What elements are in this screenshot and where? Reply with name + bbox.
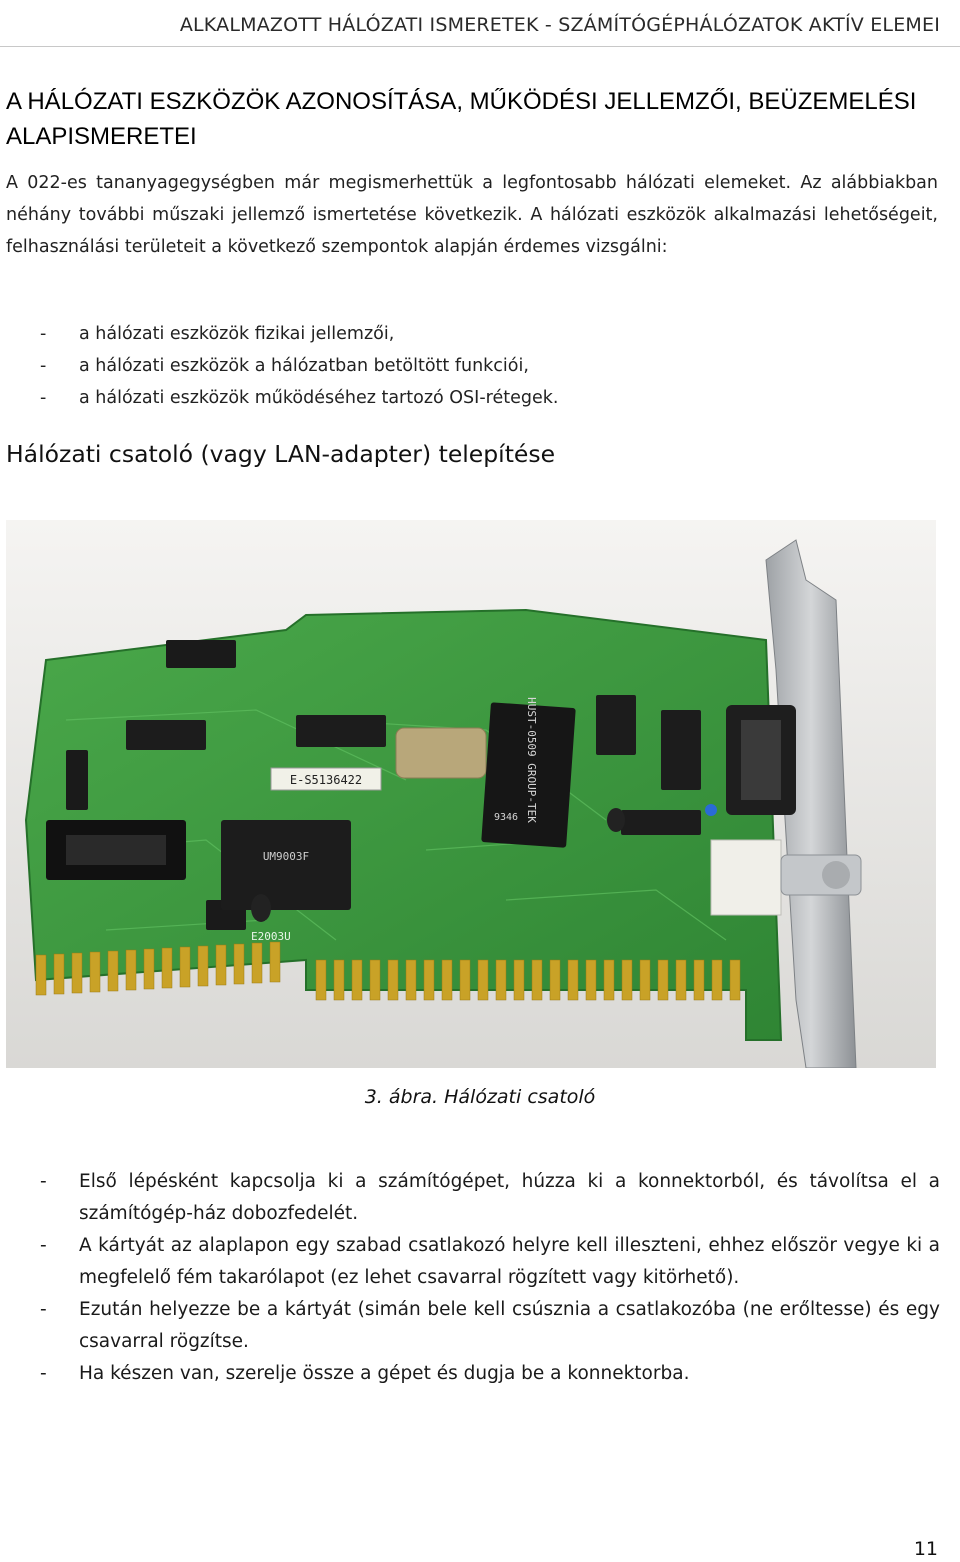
list-dash: - [40,1299,47,1320]
list-item-text: a hálózati eszközök a hálózatban betöltött funkciói, [79,356,529,376]
transformer-code-label: 9346 [493,812,519,823]
intro-paragraph: A 022-es tananyagegységben már megismerhettük a legfontosabb hálózati elemeket. Az alábbiakban néhány további műszaki jellemző ismertetése következik. A hálózati eszközök alkalmazási lehetőségeit, felhasználási területeit a következő szempontok alapján érdemes vizsgálni: [6,173,938,257]
page-number: 11 [913,1538,938,1560]
list-dash: - [40,324,47,344]
controller-chip [221,820,351,910]
controller-chip-label: UM9003F [262,850,310,863]
network-card-photo [6,520,936,1068]
list-item-text: Első lépésként kapcsolja ki a számítógépet, húzza ki a konnektorból, és távolítsa el a számítógép-ház dobozfedelét. [79,1171,940,1224]
list-item [6,350,938,382]
serial-sticker-label: E-S5136422 [289,773,363,787]
network-card-illustration [6,520,936,1068]
list-item [6,382,938,414]
list-item [6,1294,940,1358]
running-header: ALKALMAZOTT HÁLÓZATI ISMERETEK - SZÁMÍTÓGÉPHÁLÓZATOK AKTÍV ELEMEI [179,14,940,36]
list-item [6,1166,940,1230]
list-item-text: Ezután helyezze be a kártyát (simán bele kell csúsznia a csatlakozóba (ne erőltesse) és egy csavarral rögzítse. [79,1299,940,1352]
list-item [6,1358,940,1390]
list-dash: - [40,1363,47,1384]
list-item-text: Ha készen van, szerelje össze a gépet és dugja be a konnektorba. [79,1363,690,1384]
list-item-text: a hálózati eszközök működéséhez tartozó OSI-rétegek. [79,388,559,408]
criteria-list [6,318,938,414]
board-id-label: E2003U [251,930,291,943]
section-title: Hálózati csatoló (vagy LAN-adapter) telepítése [6,440,556,468]
crystal-oscillator [396,728,486,778]
main-title: A HÁLÓZATI ESZKÖZÖK AZONOSÍTÁSA, MŰKÖDÉSI JELLEMZŐI, BEÜZEMELÉSI ALAPISMERETEI [6,88,917,150]
list-item [6,1230,940,1294]
list-item [6,318,938,350]
transformer-label: HUST-0509 GROUP-TEK [525,697,538,823]
installation-steps-list [6,1166,940,1390]
list-dash: - [40,1235,47,1256]
figure-caption: 3. ábra. Hálózati csatoló [364,1086,596,1108]
bnc-connector-housing [711,840,781,915]
header-divider [0,46,960,47]
list-item-text: a hálózati eszközök fizikai jellemzői, [79,324,395,344]
list-dash: - [40,1171,47,1192]
list-item-text: A kártyát az alaplapon egy szabad csatlakozó helyre kell illeszteni, ehhez először vegye ki a megfelelő fém takarólapot (ez lehet csavarral rögzített vagy kitörhető). [79,1235,940,1288]
list-dash: - [40,356,47,376]
list-dash: - [40,388,47,408]
